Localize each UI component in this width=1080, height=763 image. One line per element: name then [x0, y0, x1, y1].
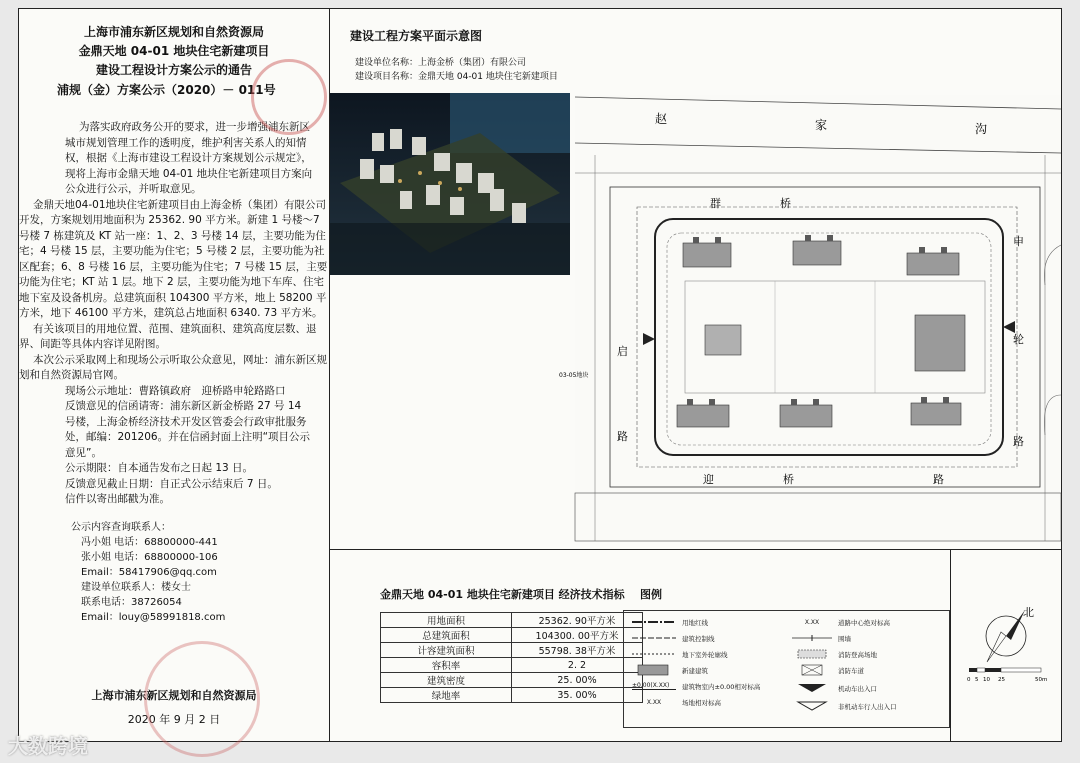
notice-paragraph: 金鼎天地04-01地块住宅新建项目由上海金桥（集团）有限公司开发，方案规划用地面积为 25362. 90 平方米。新建 1 号楼～7 号楼 7 栋建筑及 KT 站一座：1、2、3 号楼 14 层，主要功能为住宅；4 号楼 15 层，主要功能为住宅；5 号楼 2 层，主要功能为社区配套；6、8 号楼 16 层，主要功能为住宅；7 号楼 15 层，主要功能为住宅；KT 站 1 层。地下 2 层，主要功能为地下车库、住宅地下室及设备机房。总建筑面积 104300 平方米，地上 58200 平方米，地下 46100 平方米，建筑总占地面积 6340. 73 平方米。: [19, 198, 328, 319]
kpi-value: 25. 00%: [512, 673, 643, 688]
kpi-table: [380, 612, 643, 703]
legend-label: 建筑控制线: [682, 634, 715, 643]
kpi-row: [381, 673, 643, 688]
kpi-value: 55798. 38平方米: [512, 643, 643, 658]
road-label: 迎: [703, 473, 714, 486]
legend-label: 场地相对标高: [682, 698, 721, 707]
legend-label: 机动车出入口: [838, 684, 877, 693]
notice-paragraph: 现场公示地址：曹路镇政府 迎桥路申轮路路口: [65, 384, 286, 397]
legend-item: [792, 615, 890, 629]
notice-header-line: 上海市浦东新区规划和自然资源局: [83, 25, 264, 39]
issue-date: 2020 年 9 月 2 日: [127, 713, 221, 726]
legend-symbol: X.XX: [646, 698, 662, 706]
kpi-row: [381, 613, 643, 628]
legend-label: 围墙: [838, 634, 851, 643]
legend-symbol: X.XX: [804, 618, 820, 626]
drawing-panel: [330, 9, 1061, 741]
drawing-title: 建设工程方案平面示意图: [350, 29, 483, 43]
kpi-key: 建筑密度: [381, 673, 512, 688]
scale-tick: 0: [967, 677, 971, 683]
kpi-key: 用地面积: [381, 613, 512, 628]
notice-paragraph: 为落实政府政务公开的要求，进一步增强浦东新区城市规划管理工作的透明度，维护利害关系人的知情权，根据《上海市建设工程设计方案规划公示规定》，现将上海市金鼎天地 04-01 地块住宅新建项目方案向公众进行公示，并听取意见。: [65, 121, 313, 195]
contact-line: 冯小姐 电话：68800000-441: [81, 536, 218, 548]
road-label: 路: [617, 430, 628, 443]
notice-paragraph: 有关该项目的用地位置、范围、建筑面积、建筑高度层数、退界、间距等具体内容详见附图。: [19, 322, 317, 350]
official-seal: [251, 59, 327, 135]
contacts-title: 公示内容查询联系人：: [71, 521, 171, 533]
legend-box: [623, 610, 950, 728]
scale-tick: 5: [975, 677, 979, 683]
kpi-value: 35. 00%: [512, 688, 643, 703]
builder-name: 建设单位名称：上海金桥（集团）有限公司: [355, 58, 527, 68]
lot-label: 03-05地块: [559, 372, 589, 379]
legend-label: 地下室外轮廓线: [682, 650, 728, 659]
road-label: 申: [1013, 235, 1024, 248]
road-label: 桥: [783, 473, 794, 486]
notice-paragraph: 反馈意见的信函请寄：浦东新区新金桥路 27 号 14 号楼，上海金桥经济技术开发区管委会行政审批服务处，邮编：201206。并在信函封面上注明“项目公示意见”。: [65, 400, 311, 459]
kpi-key: 总建筑面积: [381, 628, 512, 643]
notice-paragraph: 反馈意见截止日期：自正式公示结束后 7 日。: [65, 477, 278, 490]
doc-number: 浦规（金）方案公示（2020）－ 011号: [57, 83, 276, 97]
bottom-panel: [330, 549, 1061, 742]
project-name: 建设项目名称：金鼎天地 04-01 地块住宅新建项目: [355, 72, 558, 82]
kpi-key: 容积率: [381, 658, 512, 673]
contact-line: Email：louy@58991818.com: [81, 611, 226, 623]
watermark: 大数跨境: [8, 734, 88, 758]
notice-header-line: 金鼎天地 04-01 地块住宅新建项目: [78, 44, 270, 58]
kpi-key: 绿地率: [381, 688, 512, 703]
scale-tick: 50m: [1035, 677, 1048, 683]
road-label: 轮: [1013, 333, 1024, 346]
road-label: 赵: [655, 112, 668, 126]
legend-item: [792, 681, 877, 695]
legend-item: [632, 663, 708, 677]
legend-label: 道路中心绝对标高: [838, 618, 890, 627]
road-label: 路: [1013, 435, 1024, 448]
aerial-rendering: [330, 93, 570, 275]
legend-item: [792, 631, 851, 645]
legend-item: [792, 647, 877, 661]
legend-item: [632, 631, 715, 645]
kpi-row: [381, 688, 643, 703]
kpi-key: 计容建筑面积: [381, 643, 512, 658]
notice-paragraph: 信件以寄出邮戳为准。: [65, 493, 170, 505]
scale-tick: 10: [983, 677, 990, 683]
contact-line: 建设单位联系人：楼女士: [81, 581, 191, 593]
kpi-row: [381, 643, 643, 658]
notice-header-line: 建设工程设计方案公示的通告: [95, 63, 252, 77]
legend-label: 新建建筑: [682, 666, 708, 675]
legend-item: [792, 699, 897, 713]
road-label: 家: [815, 118, 828, 132]
notice-paragraph: 公示期限：自本通告发布之日起 13 日。: [65, 462, 254, 474]
legend-label: 消防车道: [838, 666, 864, 675]
notice-paragraph: 本次公示采取网上和现场公示听取公众意见，网址：浦东新区规划和自然资源局官网。: [19, 353, 327, 381]
legend-item: [792, 663, 864, 677]
contact-line: 张小姐 电话：68800000-106: [81, 551, 218, 563]
kpi-title: 金鼎天地 04-01 地块住宅新建项目 经济技术指标: [380, 588, 625, 601]
kpi-value: 2. 2: [512, 658, 643, 673]
legend-item: [632, 695, 721, 709]
legend-symbol: ±0.00(X.XX): [632, 682, 676, 690]
contact-line: 联系电话：38726054: [81, 596, 182, 608]
kpi-value: 104300. 00平方米: [512, 628, 643, 643]
road-label: 群: [710, 197, 721, 210]
road-label: 桥: [780, 197, 791, 210]
kpi-row: [381, 658, 643, 673]
site-plan: [559, 95, 1061, 541]
north-arrow-panel: [950, 550, 1062, 742]
kpi-row: [381, 628, 643, 643]
legend-item: [632, 615, 708, 629]
legend-title: 图例: [640, 588, 662, 601]
notice-panel: [19, 9, 330, 741]
legend-label: 消防登高场地: [838, 650, 877, 659]
contact-line: Email：58417906@qq.com: [81, 566, 217, 578]
legend-label: 建筑物室内±0.00相对标高: [682, 682, 761, 691]
scale-tick: 25: [998, 677, 1005, 683]
road-label: 沟: [975, 122, 988, 136]
official-seal: [144, 641, 260, 757]
legend-label: 用地红线: [682, 618, 708, 627]
legend-label: 非机动车行人出入口: [838, 702, 897, 711]
legend-item: [632, 679, 760, 693]
legend-item: [632, 647, 728, 661]
notice-sheet: [18, 8, 1062, 742]
kpi-value: 25362. 90平方米: [512, 613, 643, 628]
north-label: 北: [1023, 606, 1034, 619]
issuer: 上海市浦东新区规划和自然资源局: [91, 689, 257, 702]
road-label: 启: [617, 345, 628, 358]
road-label: 路: [933, 473, 944, 486]
